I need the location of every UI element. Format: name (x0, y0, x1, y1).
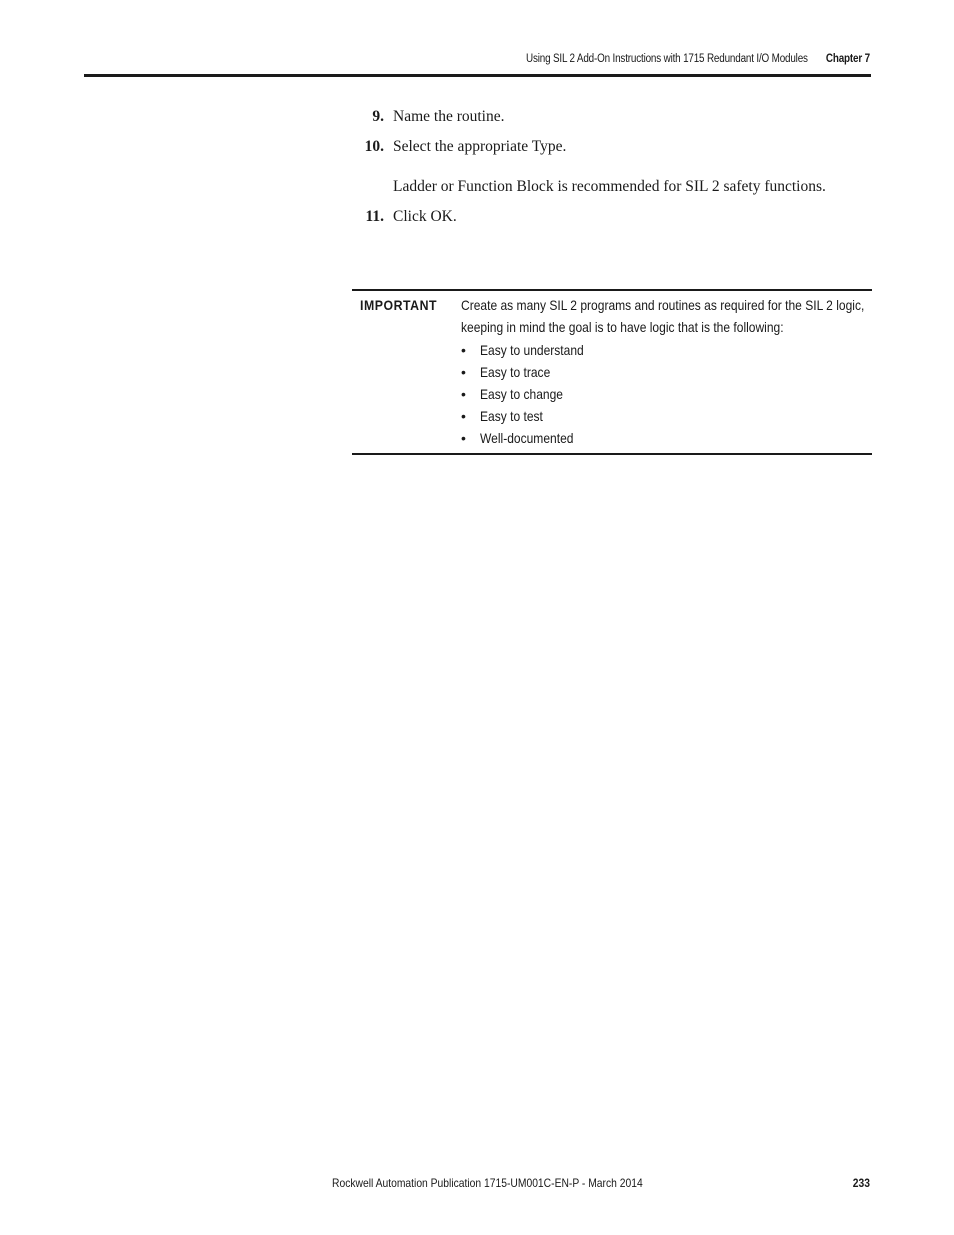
step-number: 9. (372, 108, 384, 125)
step-text: Name the routine. (393, 108, 505, 125)
list-item: • Well-documented (461, 427, 601, 449)
running-header-chapter: Chapter 7 (825, 53, 870, 65)
step-text: Click OK. (393, 208, 457, 225)
footer-publication: Rockwell Automation Publication 1715-UM001C-EN-P - March 2014 (332, 1176, 643, 1190)
step-11 (352, 208, 457, 226)
bullet-icon: • (461, 386, 466, 402)
important-text (461, 294, 865, 338)
header-rule (84, 74, 871, 77)
step-number: 11. (365, 208, 384, 225)
important-top-rule (352, 289, 872, 291)
list-item: • Easy to trace (461, 361, 601, 383)
list-item: • Easy to change (461, 383, 601, 405)
list-item: • Easy to test (461, 405, 601, 427)
step-note: Ladder or Function Block is recommended for SIL 2 safety functions. (393, 178, 826, 195)
important-text-line: Create as many SIL 2 programs and routines as required for the SIL 2 logic, (461, 297, 865, 313)
running-header (526, 53, 870, 65)
list-item: • Easy to understand (461, 339, 601, 361)
bullet-icon: • (461, 430, 466, 446)
page-number: 233 (852, 1176, 870, 1190)
step-text: Select the appropriate Type. (393, 138, 567, 155)
bullet-icon: • (461, 342, 466, 358)
bullet-icon: • (461, 408, 466, 424)
important-text-line: keeping in mind the goal is to have logic that is the following: (461, 319, 784, 335)
important-label: IMPORTANT (360, 297, 438, 313)
important-bottom-rule (352, 453, 872, 455)
step-9 (352, 108, 504, 126)
running-header-title: Using SIL 2 Add-On Instructions with 1715 Redundant I/O Modules (526, 53, 808, 65)
bullet-icon: • (461, 364, 466, 380)
step-10 (352, 138, 566, 156)
step-number: 10. (364, 138, 384, 155)
important-bullet-list (461, 339, 601, 449)
